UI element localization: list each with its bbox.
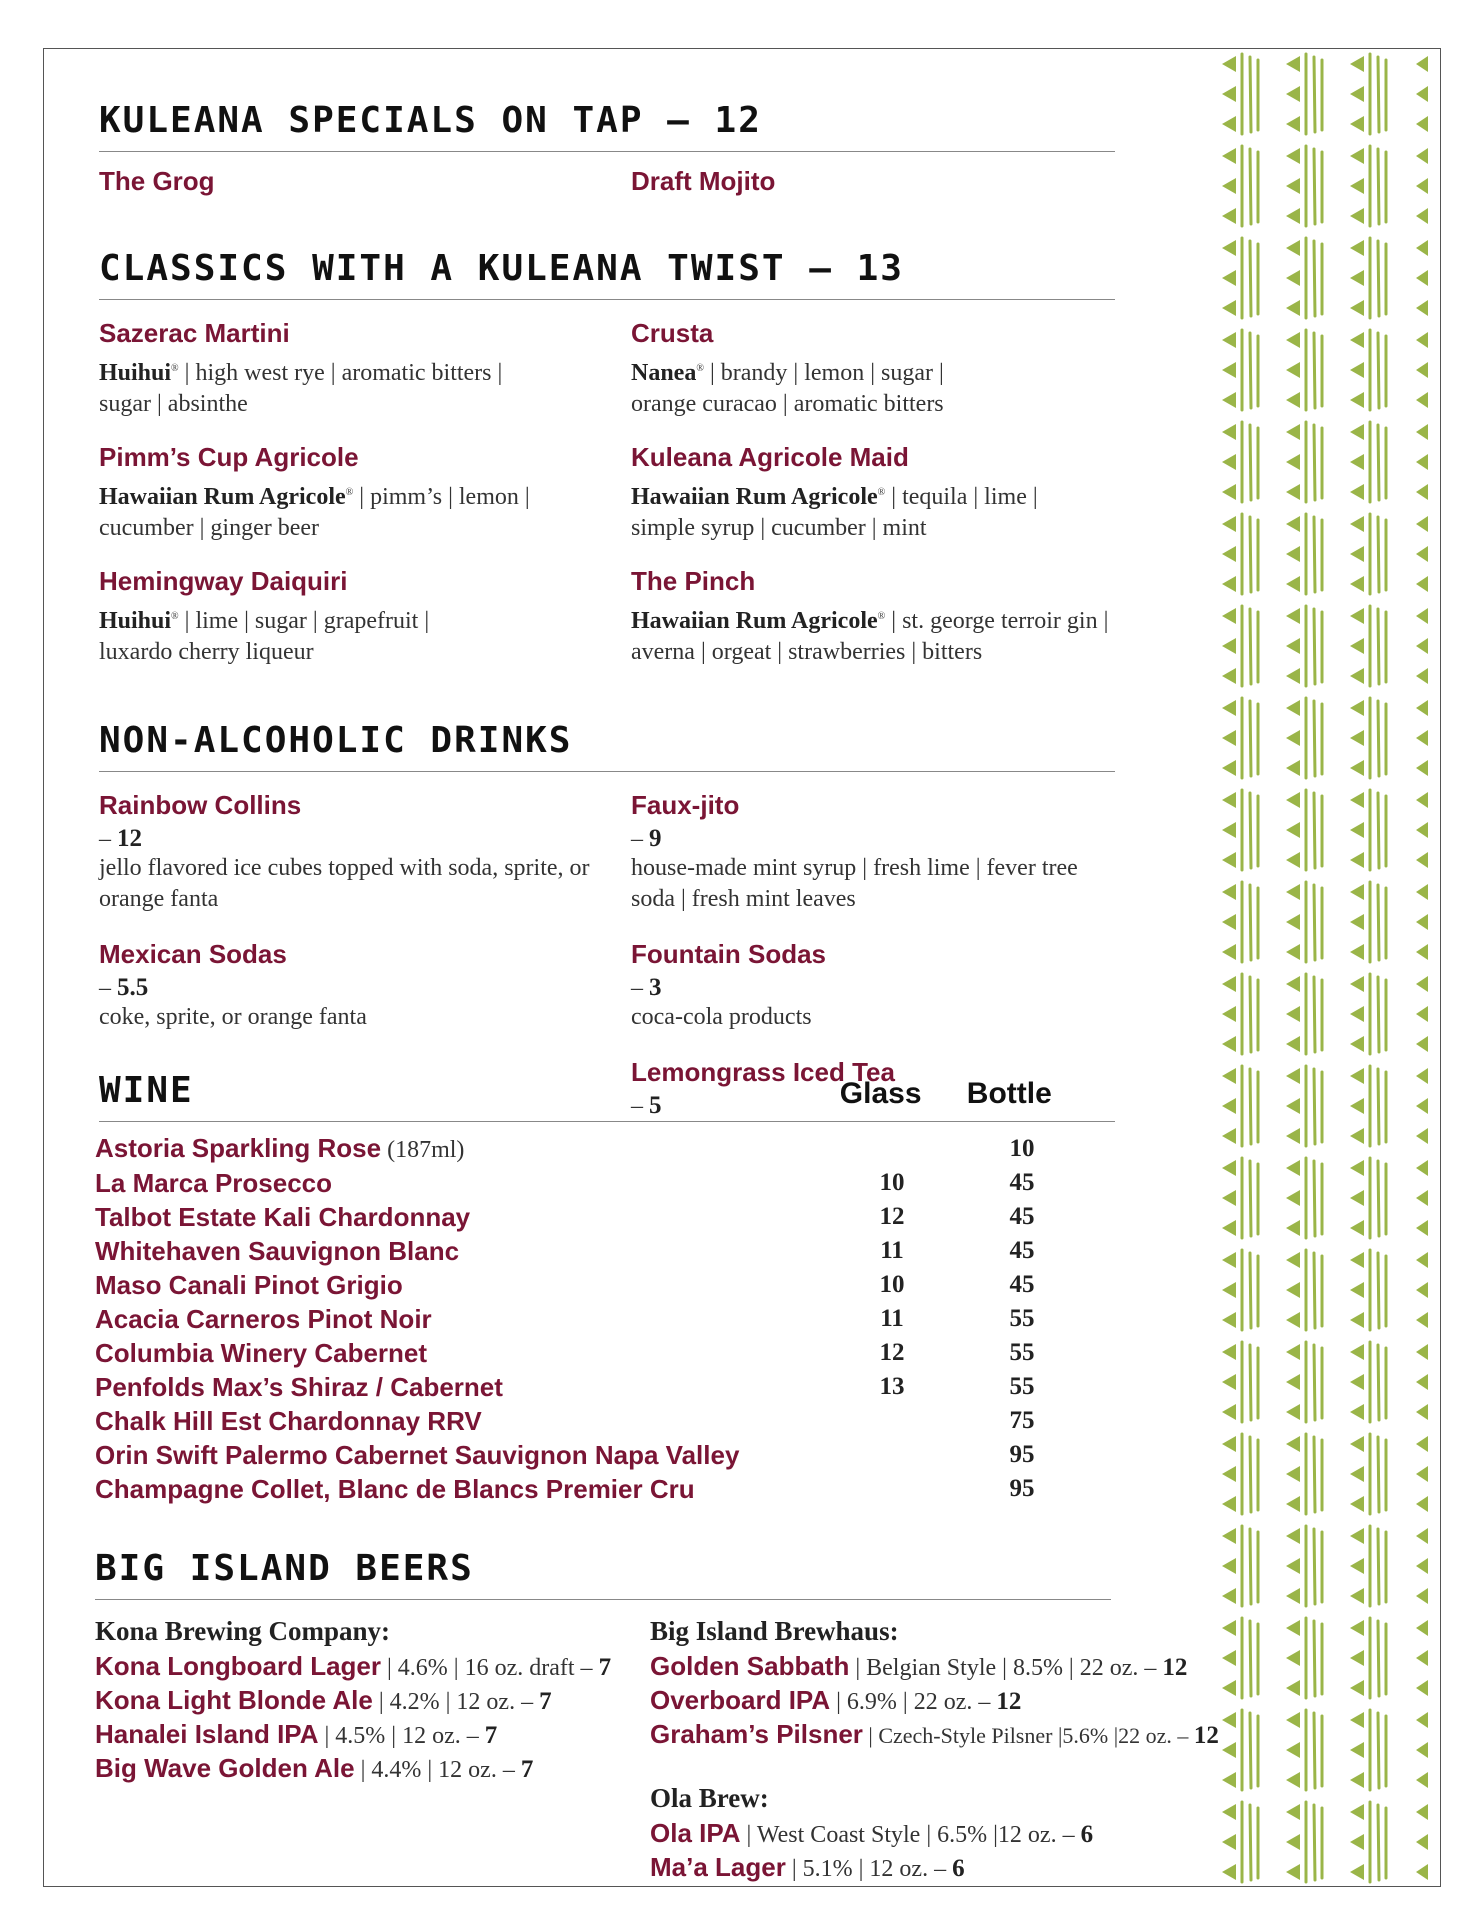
pattern-tile: [1222, 790, 1258, 870]
base-spirit: Nanea: [631, 360, 697, 386]
wine-label: La Marca Prosecco: [95, 1167, 333, 1198]
pattern-tile: [1286, 1618, 1322, 1698]
drink-name: Lemongrass Iced Tea: [631, 1057, 895, 1087]
drink-name: Rainbow Collins: [99, 790, 302, 820]
registered-mark: ®: [345, 487, 354, 498]
drink-item: [631, 939, 1121, 1033]
beer-details: | 6.9% | 22 oz. –: [830, 1689, 997, 1715]
base-spirit: Hawaiian Rum Agricole: [99, 484, 346, 510]
wine-label: Chalk Hill Est Chardonnay RRV: [95, 1405, 482, 1436]
ingredients: | st. george terroir gin |: [885, 608, 1109, 634]
drink-price: 5: [649, 1092, 662, 1119]
beer-price: 6: [952, 1855, 965, 1882]
pattern-tile: [1286, 514, 1322, 594]
drink-item: [99, 939, 631, 1033]
beer-name: Ma’a Lager: [650, 1852, 786, 1882]
pattern-tile: [1222, 1250, 1258, 1330]
dash: –: [631, 826, 649, 852]
pattern-tile: [1286, 1710, 1322, 1790]
beer-price: 6: [1080, 1821, 1094, 1848]
pattern-tile: [1222, 974, 1258, 1054]
pattern-edge: [1416, 1528, 1428, 1604]
drink-description: coke, sprite, or orange fanta: [99, 1004, 367, 1030]
pattern-tile: [1222, 882, 1258, 962]
glass-header: Glass: [839, 1077, 922, 1110]
pattern-tile: [1222, 698, 1258, 778]
brewery-name: Kona Brewing Company:: [95, 1616, 391, 1646]
pattern-tile: [1350, 698, 1386, 778]
pattern-tile: [1222, 1526, 1258, 1606]
kona-beer-list: [95, 1651, 650, 1787]
ingredients: sugar | absinthe: [99, 391, 248, 417]
drink-heading: [631, 790, 1121, 853]
drink-item: [99, 790, 631, 915]
wine-name: [95, 1236, 827, 1267]
pattern-tile: [1350, 606, 1386, 686]
pattern-edge: [1416, 1160, 1428, 1236]
ingredients: | lime | sugar | grapefruit |: [178, 608, 430, 634]
ingredients: | pimm’s | lemon |: [353, 484, 530, 510]
drink-heading: [99, 939, 631, 1002]
pattern-edge: [1416, 56, 1428, 132]
beers-section: [95, 1548, 1219, 1886]
wine-name: [95, 1440, 827, 1471]
dash: –: [631, 1093, 649, 1119]
glass-price: 10: [879, 1169, 905, 1196]
pattern-tile: [1222, 146, 1258, 226]
pattern-tile: [1286, 1802, 1322, 1882]
beer-item: [95, 1685, 650, 1719]
ingredients: averna | orgeat | strawberries | bitters: [631, 639, 983, 665]
drink-name: Mexican Sodas: [99, 939, 287, 969]
drink-price: 3: [649, 974, 662, 1001]
wine-note: (187ml): [381, 1136, 465, 1163]
drink-heading: [631, 939, 1121, 1002]
tribal-pattern-border: [1220, 50, 1438, 1885]
glass-price: 10: [879, 1271, 905, 1298]
registered-mark: ®: [171, 363, 179, 374]
bottle-header: Bottle: [966, 1077, 1052, 1110]
glass-price: 13: [879, 1373, 905, 1400]
registered-mark: ®: [696, 363, 704, 374]
pattern-tile: [1286, 1434, 1322, 1514]
glass-price: 11: [880, 1237, 904, 1264]
divider: [99, 151, 1115, 152]
cocktail-name: Crusta: [631, 318, 714, 348]
kona-column: [95, 1616, 650, 1886]
drink-description: house-made mint syrup | fresh lime | fever tree soda | fresh mint leaves: [631, 855, 1078, 912]
bottle-price: 55: [1009, 1305, 1035, 1332]
pattern-tile: [1286, 1066, 1322, 1146]
pattern-tile: [1350, 330, 1386, 410]
pattern-tile: [1222, 1618, 1258, 1698]
drink-heading: [99, 790, 631, 853]
beer-item: [650, 1818, 1130, 1852]
registered-mark: ®: [877, 611, 886, 622]
ingredients: | tequila | lime |: [885, 484, 1038, 510]
ola-beer-list: [650, 1818, 1130, 1886]
wine-row: [95, 1302, 1115, 1336]
wine-name: [95, 1304, 827, 1335]
pattern-tile: [1286, 1250, 1322, 1330]
pattern-tile: [1286, 790, 1322, 870]
bottle-price: 95: [1009, 1441, 1035, 1468]
cocktail-description: [99, 353, 631, 420]
pattern-edge: [1416, 1252, 1428, 1328]
pattern-tile: [1222, 1158, 1258, 1238]
ingredients: luxardo cherry liqueur: [99, 639, 314, 665]
dash: –: [99, 975, 117, 1001]
nonalc-title: NON-ALCOHOLIC DRINKS: [99, 720, 573, 761]
cocktail-description: [99, 477, 631, 544]
drink-name: Faux-jito: [631, 790, 740, 820]
wine-row: [95, 1132, 1115, 1166]
special-item: The Grog: [99, 166, 215, 196]
wine-label: Maso Canali Pinot Grigio: [95, 1269, 403, 1300]
wine-row: [95, 1370, 1115, 1404]
pattern-tile: [1222, 1342, 1258, 1422]
wine-row: [95, 1234, 1115, 1268]
pattern-tile: [1286, 238, 1322, 318]
ingredients: | high west rye | aromatic bitters |: [178, 360, 503, 386]
wine-title: WINE: [99, 1070, 194, 1111]
pattern-tile: [1222, 514, 1258, 594]
cocktail-description: [631, 477, 1121, 544]
pattern-tile: [1222, 1434, 1258, 1514]
beer-name: Ola IPA: [650, 1818, 741, 1848]
wine-row: [95, 1200, 1115, 1234]
pattern-tile: [1350, 514, 1386, 594]
drink-price: 9: [649, 825, 662, 852]
pattern-edge: [1416, 516, 1428, 592]
pattern-edge: [1416, 608, 1428, 684]
pattern-tile: [1350, 1526, 1386, 1606]
pattern-tile: [1350, 1342, 1386, 1422]
pattern-tile: [1222, 330, 1258, 410]
divider: [99, 1121, 1115, 1122]
specials-title: KULEANA SPECIALS ON TAP – 12: [99, 100, 762, 141]
wine-name: [95, 1270, 827, 1301]
beer-item: [95, 1719, 650, 1753]
base-spirit: Hawaiian Rum Agricole: [631, 484, 878, 510]
beer-name: Big Wave Golden Ale: [95, 1753, 355, 1783]
wine-label: Columbia Winery Cabernet: [95, 1337, 428, 1368]
registered-mark: ®: [171, 611, 179, 622]
beer-details: | Czech-Style Pilsner |5.6% |22 oz. –: [862, 1723, 1194, 1748]
drink-item: [631, 790, 1121, 915]
pattern-edge: [1416, 1344, 1428, 1420]
pattern-tile: [1286, 330, 1322, 410]
wine-label: Whitehaven Sauvignon Blanc: [95, 1235, 460, 1266]
pattern-edge: [1416, 1712, 1428, 1788]
pattern-tile: [1350, 974, 1386, 1054]
beer-price: 7: [520, 1756, 534, 1783]
beer-details: | 4.6% | 16 oz. draft –: [381, 1655, 599, 1681]
pattern-tile: [1222, 422, 1258, 502]
beer-price: 12: [1162, 1654, 1188, 1681]
wine-row: [95, 1166, 1115, 1200]
pattern-tile: [1350, 1066, 1386, 1146]
pattern-tile: [1350, 146, 1386, 226]
pattern-tile: [1350, 238, 1386, 318]
beer-name: Kona Light Blonde Ale: [95, 1685, 373, 1715]
base-spirit: Hawaiian Rum Agricole: [631, 608, 878, 634]
beer-details: | 5.1% | 12 oz. –: [785, 1856, 953, 1882]
drink-description: coca-cola products: [631, 1004, 812, 1030]
brewhaus-column: [650, 1616, 1219, 1886]
ingredients: orange curacao | aromatic bitters: [631, 391, 944, 417]
pattern-tile: [1350, 1434, 1386, 1514]
wine-label: Talbot Estate Kali Chardonnay: [95, 1201, 471, 1232]
wine-name: [95, 1338, 827, 1369]
divider: [99, 771, 1115, 772]
wine-row: [95, 1268, 1115, 1302]
pattern-edge: [1416, 1804, 1428, 1880]
bottle-price: 10: [1009, 1135, 1035, 1162]
cocktail-description: [99, 601, 631, 668]
pattern-tile: [1286, 882, 1322, 962]
beer-details: | 4.2% | 12 oz. –: [372, 1689, 540, 1715]
pattern-tile: [1222, 54, 1258, 134]
cocktail-name: The Pinch: [631, 566, 756, 596]
base-spirit: Huihui: [99, 608, 172, 634]
bottle-price: 75: [1009, 1407, 1035, 1434]
beer-name: Kona Longboard Lager: [95, 1651, 381, 1681]
beer-details: | West Coast Style | 6.5% |12 oz. –: [740, 1822, 1081, 1848]
pattern-edge: [1416, 884, 1428, 960]
cocktail-name: Pimm’s Cup Agricole: [99, 442, 359, 472]
pattern-edge: [1416, 1620, 1428, 1696]
classics-grid: [99, 318, 1121, 690]
pattern-tile: [1286, 422, 1322, 502]
beer-details: | 4.4% | 12 oz. –: [354, 1757, 521, 1783]
beer-price: 7: [598, 1654, 612, 1681]
cocktail-item: [631, 442, 1121, 544]
beer-name: Graham’s Pilsner: [650, 1719, 863, 1749]
bottle-price: 95: [1009, 1475, 1035, 1502]
pattern-edge: [1416, 976, 1428, 1052]
wine-row: [95, 1472, 1115, 1506]
brewhaus-beer-list: [650, 1651, 1219, 1753]
drink-name: Fountain Sodas: [631, 939, 826, 969]
beer-item: [650, 1651, 1188, 1685]
pattern-tile: [1350, 1618, 1386, 1698]
wine-row: [95, 1438, 1115, 1472]
beer-price: 12: [1193, 1722, 1219, 1749]
pattern-tile: [1286, 1342, 1322, 1422]
wine-name: [95, 1168, 827, 1199]
dash: –: [631, 975, 649, 1001]
beer-name: Overboard IPA: [650, 1685, 831, 1715]
beer-price: 7: [484, 1722, 498, 1749]
cocktail-name: Sazerac Martini: [99, 318, 290, 348]
cocktail-item: [99, 318, 631, 420]
pattern-edge: [1416, 240, 1428, 316]
bottle-price: 55: [1009, 1373, 1035, 1400]
pattern-edge: [1416, 148, 1428, 224]
bottle-price: 45: [1009, 1237, 1035, 1264]
classics-section: [99, 248, 1121, 690]
beer-item: [650, 1719, 1219, 1753]
pattern-tile: [1286, 698, 1322, 778]
cocktail-name: Kuleana Agricole Maid: [631, 442, 909, 472]
wine-label: Acacia Carneros Pinot Noir: [95, 1303, 432, 1334]
wine-row: [95, 1404, 1115, 1438]
pattern-edge: [1416, 792, 1428, 868]
cocktail-description: [631, 601, 1121, 668]
special-item: Draft Mojito: [631, 166, 776, 196]
cocktail-name: Hemingway Daiquiri: [99, 566, 348, 596]
pattern-edge: [1416, 1068, 1428, 1144]
bottle-price: 45: [1009, 1203, 1035, 1230]
classics-title: CLASSICS WITH A KULEANA TWIST – 13: [99, 248, 904, 289]
wine-label: Champagne Collet, Blanc de Blancs Premier Cru: [95, 1473, 695, 1504]
drink-price: 12: [117, 825, 142, 852]
pattern-tile: [1350, 54, 1386, 134]
glass-price: 11: [880, 1305, 904, 1332]
wine-name: [95, 1474, 827, 1505]
bottle-price: 45: [1009, 1169, 1035, 1196]
dash: –: [99, 826, 117, 852]
pattern-tile: [1222, 606, 1258, 686]
beer-details: | 4.5% | 12 oz. –: [318, 1723, 485, 1749]
beer-name: Hanalei Island IPA: [95, 1719, 319, 1749]
pattern-tile: [1286, 974, 1322, 1054]
pattern-edge: [1416, 1436, 1428, 1512]
cocktail-item: [99, 442, 631, 544]
wine-label: Penfolds Max’s Shiraz / Cabernet: [95, 1371, 503, 1402]
drink-description: jello flavored ice cubes topped with soda, sprite, or orange fanta: [99, 855, 590, 912]
registered-mark: ®: [877, 487, 886, 498]
brewery-name: Ola Brew:: [650, 1783, 769, 1813]
wine-name: [95, 1133, 827, 1166]
pattern-tile: [1350, 1710, 1386, 1790]
beers-title: BIG ISLAND BEERS: [95, 1548, 474, 1589]
pattern-edge: [1416, 700, 1428, 776]
divider: [95, 1599, 1111, 1600]
pattern-tile: [1286, 1526, 1322, 1606]
wine-row: [95, 1336, 1115, 1370]
beer-item: [95, 1753, 650, 1787]
pattern-tile: [1350, 422, 1386, 502]
base-spirit: Huihui: [99, 360, 172, 386]
glass-price: 12: [879, 1339, 905, 1366]
wine-name: [95, 1202, 827, 1233]
wine-list: [95, 1132, 1115, 1506]
bottle-price: 55: [1009, 1339, 1035, 1366]
wine-section: [95, 1070, 1115, 1506]
pattern-tile: [1350, 790, 1386, 870]
ingredients: cucumber | ginger beer: [99, 515, 320, 541]
beer-details: | Belgian Style | 8.5% | 22 oz. –: [849, 1655, 1163, 1681]
wine-name: [95, 1372, 827, 1403]
pattern-tile: [1350, 882, 1386, 962]
wine-label: Astoria Sparkling Rose: [95, 1132, 382, 1163]
pattern-tile: [1222, 1802, 1258, 1882]
beer-item: [95, 1651, 650, 1685]
beer-name: Golden Sabbath: [650, 1651, 850, 1681]
beer-price: 7: [539, 1688, 552, 1715]
bottle-price: 45: [1009, 1271, 1035, 1298]
cocktail-item: [631, 566, 1121, 668]
cocktail-item: [631, 318, 1121, 420]
ingredients: | brandy | lemon | sugar |: [703, 360, 944, 386]
pattern-edge: [1416, 424, 1428, 500]
drink-price: 5.5: [117, 974, 149, 1001]
wine-label: Orin Swift Palermo Cabernet Sauvignon Napa Valley: [95, 1439, 740, 1470]
brewery-name: Big Island Brewhaus:: [650, 1616, 899, 1646]
beer-price: 12: [996, 1688, 1022, 1715]
pattern-tile: [1286, 606, 1322, 686]
cocktail-description: [631, 353, 1121, 420]
pattern-tile: [1286, 1158, 1322, 1238]
beer-item: [650, 1852, 1130, 1886]
pattern-tile: [1350, 1158, 1386, 1238]
pattern-tile: [1286, 54, 1322, 134]
beer-item: [650, 1685, 1130, 1719]
pattern-tile: [1222, 238, 1258, 318]
pattern-edge: [1416, 332, 1428, 408]
pattern-tile: [1350, 1250, 1386, 1330]
specials-section: [99, 100, 1121, 197]
pattern-tile: [1286, 146, 1322, 226]
glass-price: 12: [879, 1203, 905, 1230]
pattern-tile: [1222, 1066, 1258, 1146]
pattern-tile: [1350, 1802, 1386, 1882]
pattern-tile: [1222, 1710, 1258, 1790]
wine-name: [95, 1406, 827, 1437]
divider: [99, 299, 1115, 300]
ingredients: simple syrup | cucumber | mint: [631, 515, 927, 541]
cocktail-item: [99, 566, 631, 668]
